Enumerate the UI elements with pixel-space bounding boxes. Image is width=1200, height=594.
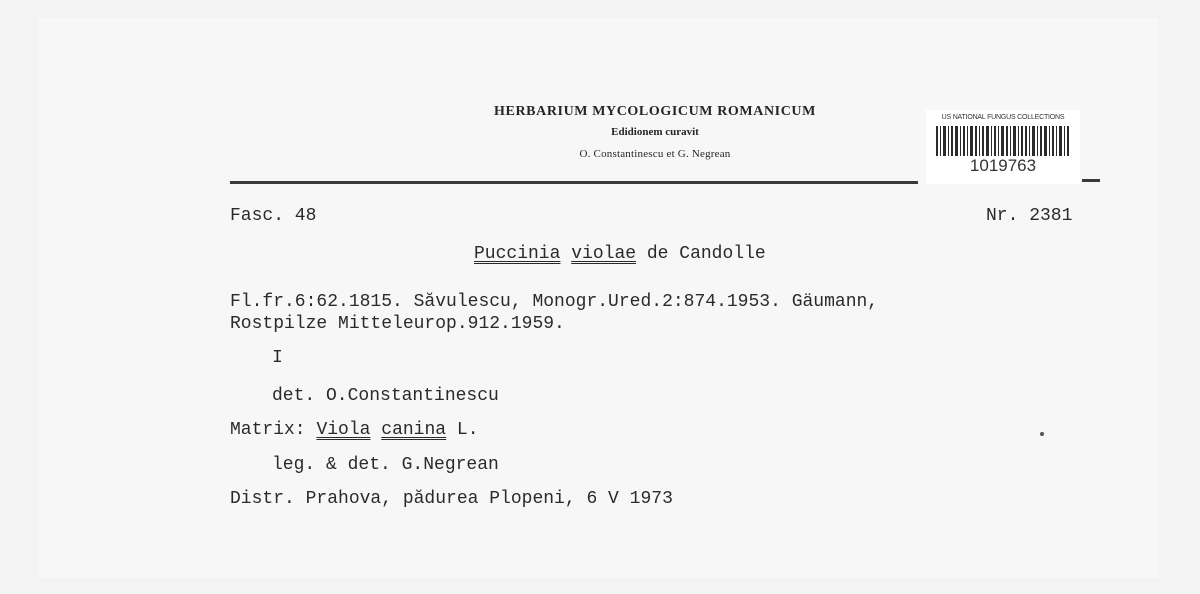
specimen-number: Nr. 2381 <box>986 206 1073 226</box>
matrix-host <box>230 420 479 440</box>
spore-stage: I <box>272 348 283 368</box>
barcode-caption: US NATIONAL FUNGUS COLLECTIONS <box>941 114 1065 121</box>
herbarium-subtitle: Edidionem curavit <box>611 126 699 138</box>
collector: leg. & det. G.Negrean <box>272 455 499 475</box>
ink-dot <box>1040 432 1044 436</box>
host-genus: Viola <box>316 420 371 440</box>
barcode-icon <box>936 126 1070 156</box>
species-author: de Candolle <box>646 244 766 264</box>
matrix-label: Matrix: <box>230 420 306 440</box>
locality: Distr. Prahova, pădurea Plopeni, 6 V 1973 <box>230 489 673 509</box>
fascicle-number: Fasc. 48 <box>230 206 317 226</box>
determiner: det. O.Constantinescu <box>272 386 499 406</box>
species-name <box>474 244 766 264</box>
herbarium-editors: O. Constantinescu et G. Negrean <box>579 148 731 160</box>
herbarium-title: HERBARIUM MYCOLOGICUM ROMANICUM <box>494 104 816 119</box>
species-epithet: violae <box>571 244 637 264</box>
barcode-number: 1019763 <box>969 156 1037 175</box>
label-header <box>420 104 890 160</box>
reference-line-1: Fl.fr.6:62.1815. Săvulescu, Monogr.Ured.2:874.1953. Gäumann, <box>230 292 879 312</box>
header-rule <box>230 181 918 184</box>
genus-name: Puccinia <box>474 244 561 264</box>
host-author: L. <box>456 420 479 440</box>
host-epithet: canina <box>381 420 447 440</box>
barcode-sticker <box>926 110 1080 184</box>
header-rule-end <box>1082 179 1100 182</box>
reference-line-2: Rostpilze Mitteleurop.912.1959. <box>230 314 565 334</box>
